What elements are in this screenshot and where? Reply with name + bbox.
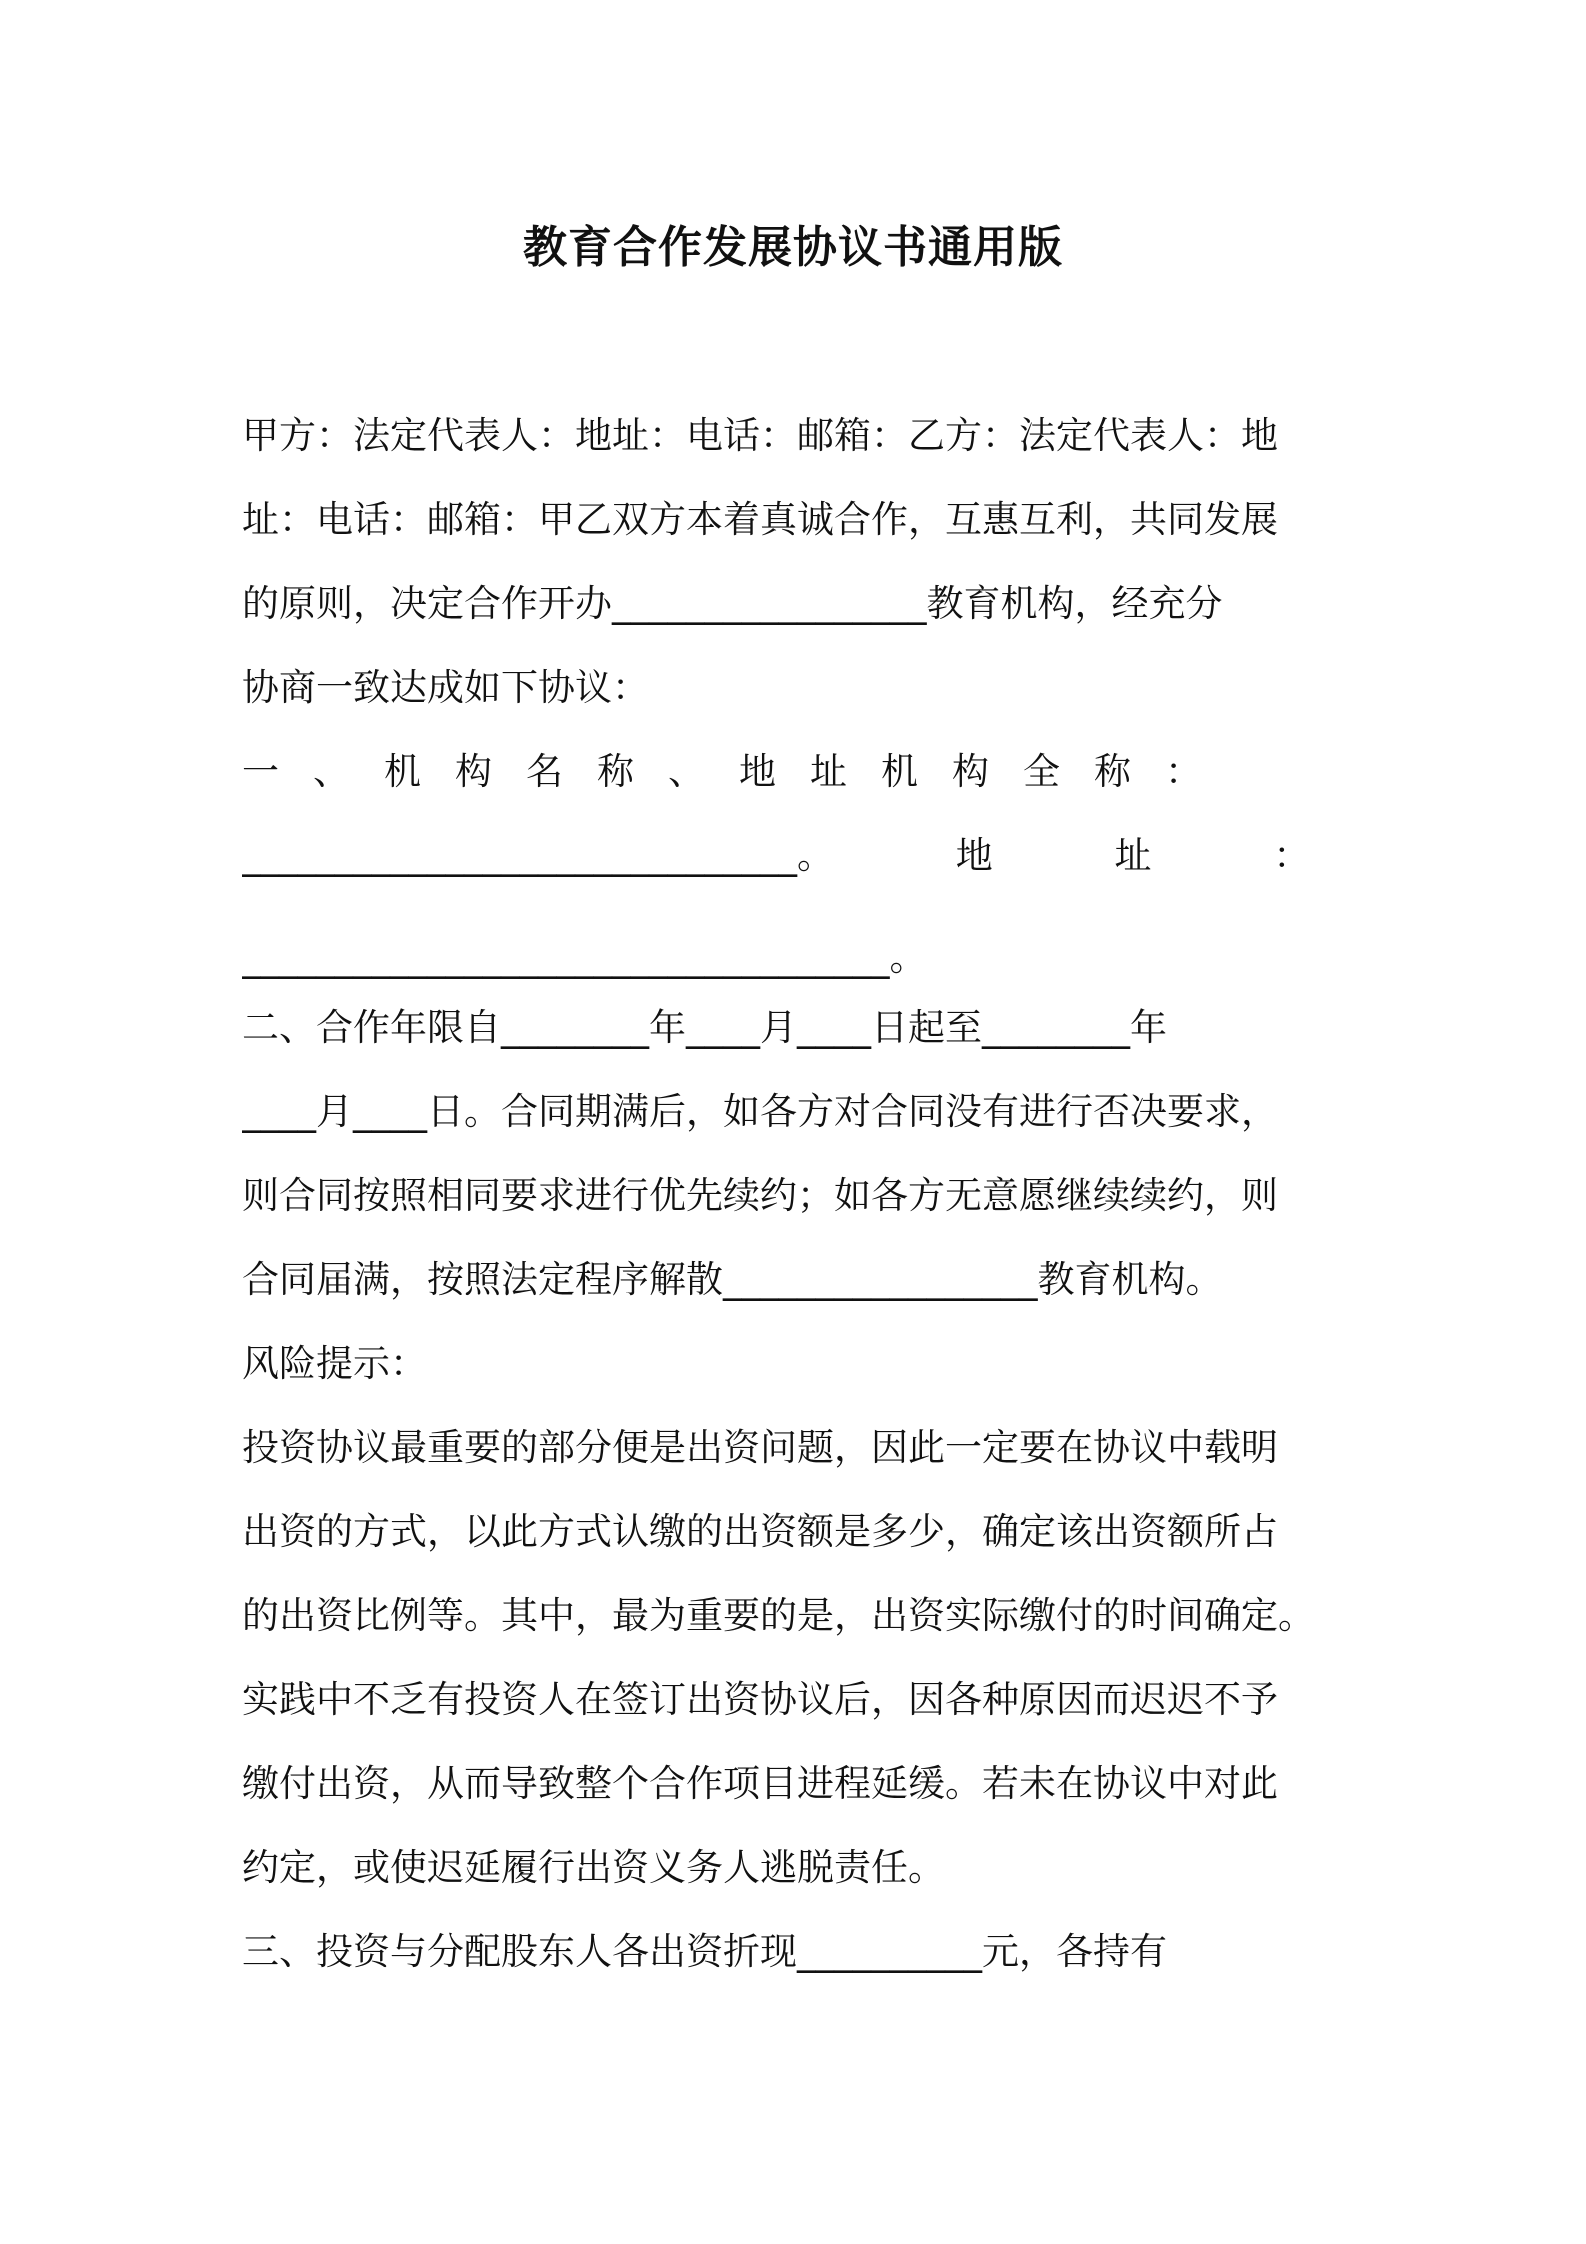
paragraph-line: 缴付出资，从而导致整个合作项目进程延缓。若未在协议中对此 <box>242 1762 1278 1805</box>
paragraph-line: 的原则，决定合作开办_________________教育机构，经充分 <box>242 582 1223 625</box>
section-heading-1: 一、机构名称、地址机构全称： <box>242 750 1236 793</box>
paragraph-line: 则合同按照相同要求进行优先续约；如各方无意愿继续续约，则 <box>242 1174 1278 1217</box>
paragraph-line: 甲方：法定代表人：地址：电话：邮箱：乙方：法定代表人：地 <box>242 414 1278 457</box>
section-heading-3: 三、投资与分配股东人各出资折现__________元，各持有 <box>242 1930 1167 1973</box>
paragraph-line: 合同届满，按照法定程序解散_________________教育机构。 <box>242 1258 1223 1301</box>
paragraph-line: 实践中不乏有投资人在签订出资协议后，因各种原因而迟迟不予 <box>242 1678 1278 1721</box>
risk-tip-heading: 风险提示： <box>242 1342 427 1385</box>
paragraph-line: 址：电话：邮箱：甲乙双方本着真诚合作，互惠互利，共同发展 <box>242 498 1278 541</box>
paragraph-line: 协商一致达成如下协议： <box>242 666 649 709</box>
paragraph-line: ______________________________。 地 址 ： <box>242 834 1311 877</box>
document-title: 教育合作发展协议书通用版 <box>523 222 1063 273</box>
paragraph-line: 投资协议最重要的部分便是出资问题，因此一定要在协议中载明 <box>242 1426 1278 1469</box>
paragraph-line: 约定，或使迟延履行出资义务人逃脱责任。 <box>242 1846 945 1889</box>
paragraph-line: 的出资比例等。其中，最为重要的是，出资实际缴付的时间确定。 <box>242 1594 1315 1637</box>
section-heading-2: 二、合作年限自________年____月____日起至________年 <box>242 1006 1167 1049</box>
paragraph-line: ___________________________________。 <box>242 936 927 979</box>
paragraph-line: 出资的方式，以此方式认缴的出资额是多少，确定该出资额所占 <box>242 1510 1278 1553</box>
paragraph-line: ____月____日。合同期满后，如各方对合同没有进行否决要求， <box>242 1090 1278 1133</box>
